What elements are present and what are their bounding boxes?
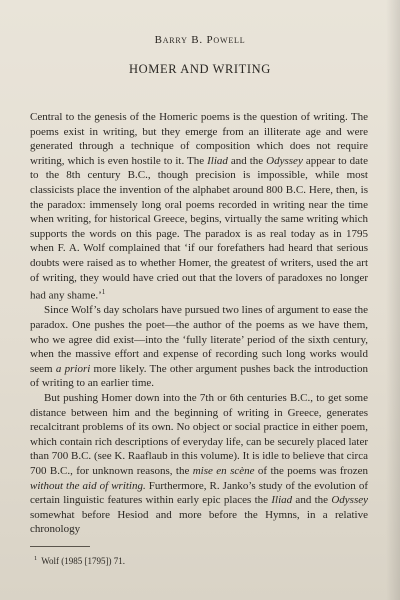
footnote-text: Wolf (1985 [1795]) 71. bbox=[41, 556, 126, 566]
italic-text: Iliad bbox=[271, 494, 293, 507]
text-run: But pushing Homer down into the 7th or 6th centuries B.C., to get some distance between him and the beginning of writing in Greece, generates recalcitrant problems of its own. No object or social practice in either poem, which contain rich descriptions of everyday life, can be securely placed later than 700 B.C. (see K. Raaflaub in this volume). It is idle to believe that circa 700 B.C., for unknown reasons, the bbox=[30, 391, 368, 477]
paragraph-3 bbox=[30, 391, 368, 537]
italic-text: Odyssey bbox=[266, 154, 303, 167]
italic-text: Odyssey bbox=[331, 494, 368, 507]
paragraph-2 bbox=[30, 303, 368, 391]
text-run: Since Wolf’s day scholars have pursued two lines of argument to ease the paradox. One pushes the poet—the author of the poems as we have them, who we agree did exist—into the ‘fully literate’ period of the sixth century, when the massive effort and expense of recording such long works would seem bbox=[30, 304, 368, 375]
text-run: appear to date to the 8th century B.C., though precision is impossible, while most classicists place the invention of the alphabet around 800 B.C. Here, then, is the paradox: immensely long oral poems recorded in writing near the time when writing, for historical Greece, begins, virtually the same writing which supports the words on this page. The paradox is as real today as in 1795 when F. A. Wolf complained that ‘if our forefathers had heard that serious doubts were raised as to whether Homer, the greatest of writers, used the art of writing, they would have cried out that the lovers of paradoxes no longer had any shame.’ bbox=[30, 154, 368, 302]
footnote-rule bbox=[30, 546, 90, 547]
text-run: and the bbox=[292, 494, 332, 507]
body-text bbox=[30, 110, 368, 537]
paragraph-1 bbox=[30, 110, 368, 303]
text-run: Furthermore, R. Janko’s study of the evolution of certain linguistic features within early epic places the bbox=[30, 479, 368, 507]
footnote-ref: 1 bbox=[101, 288, 106, 297]
text-run: somewhat before Hesiod and more before the Hymns, in a relative chronology bbox=[30, 508, 368, 536]
chapter-title: HOMER AND WRITING bbox=[129, 62, 271, 76]
running-head-author: Barry B. Powell bbox=[154, 34, 246, 46]
text-run: more likely. The other argument pushes back the introduction of writing to an earlier time. bbox=[30, 362, 368, 390]
text-run: and the bbox=[227, 154, 267, 167]
footnote bbox=[34, 553, 354, 567]
italic-text: mise en scène bbox=[192, 464, 255, 477]
footnote-marker: 1 bbox=[34, 555, 38, 562]
text-run: of the poems was frozen bbox=[254, 464, 368, 477]
italic-text: Iliad bbox=[207, 154, 228, 167]
italic-text: a priori bbox=[55, 362, 91, 375]
page-edge-shadow bbox=[386, 0, 400, 600]
italic-text: without the aid of writing. bbox=[30, 479, 146, 492]
text-run: Central to the genesis of the Homeric poems is the question of writing. The poems exist in writing, but they emerge from an illiterate age and were generated through a technique of composition which does not require writing, which is even hostile to it. The bbox=[30, 111, 368, 167]
